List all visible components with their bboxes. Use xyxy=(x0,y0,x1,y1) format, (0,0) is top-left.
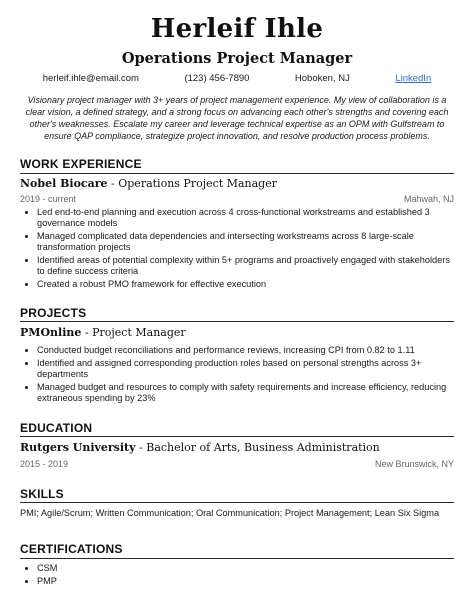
section-divider xyxy=(20,502,454,503)
certification-bullets xyxy=(20,563,450,588)
experience-heading xyxy=(20,177,454,190)
section-divider xyxy=(20,558,454,559)
list-item: • Identified and assigned corresponding production roles based on personal strengths across 3+ departments xyxy=(37,358,450,380)
contact-bar xyxy=(20,73,454,84)
project-bullets xyxy=(20,345,450,406)
experience-bullets xyxy=(20,207,450,291)
section-title-experience: WORK EXPERIENCE xyxy=(20,157,142,171)
list-item: • Identified areas of potential complexity within 5+ programs and proactively engaged with stakeholders to define success criteria xyxy=(37,255,450,277)
contact-phone: (123) 456-7890 xyxy=(184,73,250,84)
section-divider xyxy=(20,321,454,322)
experience-meta xyxy=(20,194,454,204)
section-title-certifications: CERTIFICATIONS xyxy=(20,542,123,556)
experience-separator: - xyxy=(107,177,119,190)
section-title-education: EDUCATION xyxy=(20,421,93,435)
summary-text: Visionary project manager with 3+ years of project management experience. My view of collaboration is a clear vision, a defined strategy, and a strong focus on advancing each other's strengths and covering each other's weaknesses. Escalate my career and leverage technical expertise as an OPM with Gulfstream to ensure QAP compliance, strategize project innovation, and resolve production process problems. xyxy=(25,95,449,141)
section-divider xyxy=(20,436,454,437)
project-name: PMOnline xyxy=(20,326,82,339)
section-title-projects: PROJECTS xyxy=(20,306,87,320)
candidate-name: Herleif Ihle xyxy=(150,14,324,44)
experience-company: Nobel Biocare xyxy=(20,177,108,190)
project-role: Project Manager xyxy=(92,326,186,339)
list-item: • PMP xyxy=(37,576,450,587)
list-item: • Managed complicated data dependencies and intersecting workstreams across 8 large-scale transformation projects xyxy=(37,231,450,253)
education-dates: 2015 - 2019 xyxy=(20,459,69,469)
education-heading xyxy=(20,441,454,454)
contact-email: herleif.ihle@email.com xyxy=(42,73,139,84)
list-item: • Led end-to-end planning and execution across 4 cross-functional workstreams and established 3 governance models xyxy=(37,207,450,229)
experience-dates: 2019 - current xyxy=(20,194,77,204)
project-separator: - xyxy=(81,326,93,339)
list-item: • Created a robust PMO framework for effective execution xyxy=(37,279,450,290)
education-meta xyxy=(20,459,454,469)
linkedin-link[interactable]: LinkedIn xyxy=(395,73,432,84)
list-item: • CSM xyxy=(37,563,450,574)
candidate-title: Operations Project Manager xyxy=(121,50,353,67)
project-heading xyxy=(20,326,454,339)
skills-list: PMI; Agile/Scrum; Written Communication; Oral Communication; Project Management; Lean Six Sigma xyxy=(20,508,440,518)
list-item: • Managed budget and resources to comply with safety requirements and increase efficiency, reducing extraneous spending by 23% xyxy=(37,382,450,404)
list-item: • Conducted budget reconciliations and performance reviews, increasing CPI from 0.82 to 1.11 xyxy=(37,345,450,356)
education-separator: - xyxy=(135,441,147,454)
section-title-skills: SKILLS xyxy=(20,487,64,501)
education-degree: Bachelor of Arts, Business Administration xyxy=(146,441,380,454)
education-school: Rutgers University xyxy=(20,441,136,454)
experience-location: Mahwah, NJ xyxy=(403,194,454,204)
section-divider xyxy=(20,173,454,174)
education-location: New Brunswick, NY xyxy=(374,459,454,469)
experience-role: Operations Project Manager xyxy=(118,177,277,190)
contact-location: Hoboken, NJ xyxy=(294,73,350,84)
